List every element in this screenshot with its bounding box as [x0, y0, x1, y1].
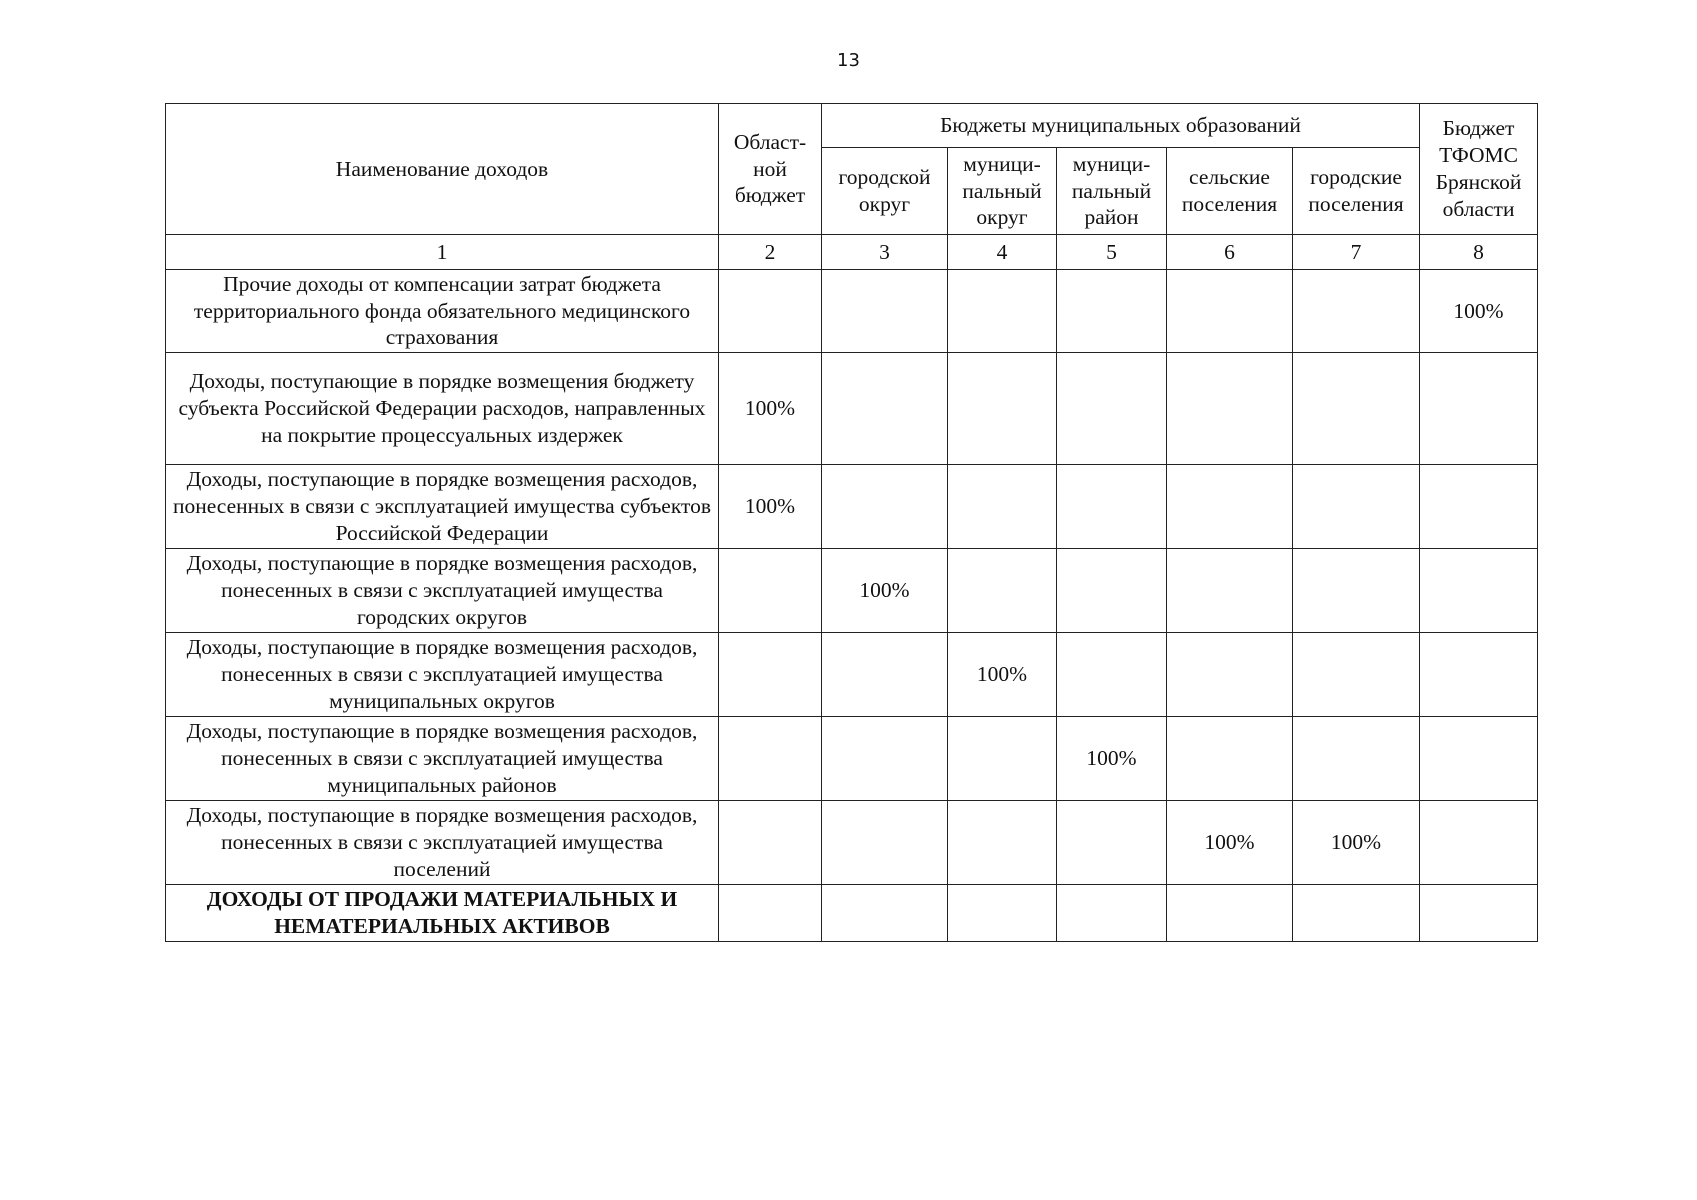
value-cell	[948, 549, 1057, 633]
value-cell	[1293, 549, 1420, 633]
value-cell: 100%	[1420, 270, 1538, 353]
value-cell	[1057, 353, 1167, 465]
value-cell: 100%	[822, 549, 948, 633]
column-number: 3	[822, 235, 948, 270]
column-number: 8	[1420, 235, 1538, 270]
row-name: ДОХОДЫ ОТ ПРОДАЖИ МАТЕРИАЛЬНЫХ И НЕМАТЕРИАЛЬНЫХ АКТИВОВ	[166, 885, 719, 942]
table-row	[166, 633, 1538, 717]
value-cell	[1420, 633, 1538, 717]
table-row	[166, 353, 1538, 465]
page-number: 13	[837, 50, 860, 71]
header-municipal-okrug: муници- пальный округ	[948, 148, 1057, 235]
value-cell	[822, 270, 948, 353]
value-cell	[948, 801, 1057, 885]
table-row	[166, 885, 1538, 942]
table-row	[166, 549, 1538, 633]
value-cell	[1057, 633, 1167, 717]
column-number: 2	[719, 235, 822, 270]
column-number-row	[166, 235, 1538, 270]
value-cell	[1167, 885, 1293, 942]
value-cell	[1057, 270, 1167, 353]
value-cell	[822, 465, 948, 549]
row-name: Доходы, поступающие в порядке возмещения расходов, понесенных в связи с эксплуатацией имущества поселений	[166, 801, 719, 885]
value-cell	[1167, 353, 1293, 465]
value-cell	[1293, 353, 1420, 465]
value-cell	[719, 717, 822, 801]
value-cell	[1057, 801, 1167, 885]
value-cell	[719, 633, 822, 717]
value-cell	[1293, 465, 1420, 549]
value-cell	[948, 270, 1057, 353]
value-cell	[719, 801, 822, 885]
row-name: Доходы, поступающие в порядке возмещения расходов, понесенных в связи с эксплуатацией имущества муниципальных округов	[166, 633, 719, 717]
value-cell: 100%	[948, 633, 1057, 717]
value-cell: 100%	[1167, 801, 1293, 885]
value-cell: 100%	[1057, 717, 1167, 801]
value-cell	[1293, 270, 1420, 353]
value-cell	[822, 353, 948, 465]
value-cell	[822, 885, 948, 942]
value-cell	[1293, 633, 1420, 717]
header-tfoms-budget: Бюджет ТФОМС Брянской области	[1420, 104, 1538, 235]
value-cell	[822, 717, 948, 801]
value-cell	[948, 885, 1057, 942]
value-cell	[948, 717, 1057, 801]
value-cell	[1420, 801, 1538, 885]
value-cell: 100%	[1293, 801, 1420, 885]
value-cell	[1057, 465, 1167, 549]
value-cell	[719, 549, 822, 633]
value-cell	[948, 353, 1057, 465]
value-cell	[1420, 549, 1538, 633]
row-name: Доходы, поступающие в порядке возмещения расходов, понесенных в связи с эксплуатацией имущества муниципальных районов	[166, 717, 719, 801]
value-cell	[1420, 353, 1538, 465]
column-number: 6	[1167, 235, 1293, 270]
value-cell	[1167, 717, 1293, 801]
value-cell: 100%	[719, 353, 822, 465]
table-row	[166, 270, 1538, 353]
value-cell	[1420, 465, 1538, 549]
value-cell: 100%	[719, 465, 822, 549]
value-cell	[822, 801, 948, 885]
header-name-col: Наименование доходов	[166, 104, 719, 235]
value-cell	[822, 633, 948, 717]
row-name: Прочие доходы от компенсации затрат бюджета территориального фонда обязательного медицинского страхования	[166, 270, 719, 353]
value-cell	[948, 465, 1057, 549]
value-cell	[719, 885, 822, 942]
value-cell	[1293, 885, 1420, 942]
value-cell	[1167, 549, 1293, 633]
row-name: Доходы, поступающие в порядке возмещения расходов, понесенных в связи с эксплуатацией имущества субъектов Российской Федерации	[166, 465, 719, 549]
value-cell	[1057, 549, 1167, 633]
value-cell	[1420, 717, 1538, 801]
value-cell	[1167, 270, 1293, 353]
header-regional-budget: Област- ной бюджет	[719, 104, 822, 235]
value-cell	[1293, 717, 1420, 801]
header-urban-settlements: городские поселения	[1293, 148, 1420, 235]
header-municipal-rayon: муници- пальный район	[1057, 148, 1167, 235]
header-city-district: городской округ	[822, 148, 948, 235]
value-cell	[1420, 885, 1538, 942]
table-row	[166, 465, 1538, 549]
table-row	[166, 801, 1538, 885]
value-cell	[1167, 633, 1293, 717]
row-name: Доходы, поступающие в порядке возмещения расходов, понесенных в связи с эксплуатацией имущества городских округов	[166, 549, 719, 633]
header-rural-settlements: сельские поселения	[1167, 148, 1293, 235]
column-number: 7	[1293, 235, 1420, 270]
header-row-main	[166, 104, 1538, 148]
value-cell	[1057, 885, 1167, 942]
header-municipal-budgets: Бюджеты муниципальных образований	[822, 104, 1420, 148]
revenue-distribution-table	[165, 103, 1538, 942]
column-number: 5	[1057, 235, 1167, 270]
table-row	[166, 717, 1538, 801]
value-cell	[719, 270, 822, 353]
row-name: Доходы, поступающие в порядке возмещения бюджету субъекта Российской Федерации расходов, направленных на покрытие процессуальных издержек	[166, 353, 719, 465]
value-cell	[1167, 465, 1293, 549]
column-number: 4	[948, 235, 1057, 270]
column-number: 1	[166, 235, 719, 270]
